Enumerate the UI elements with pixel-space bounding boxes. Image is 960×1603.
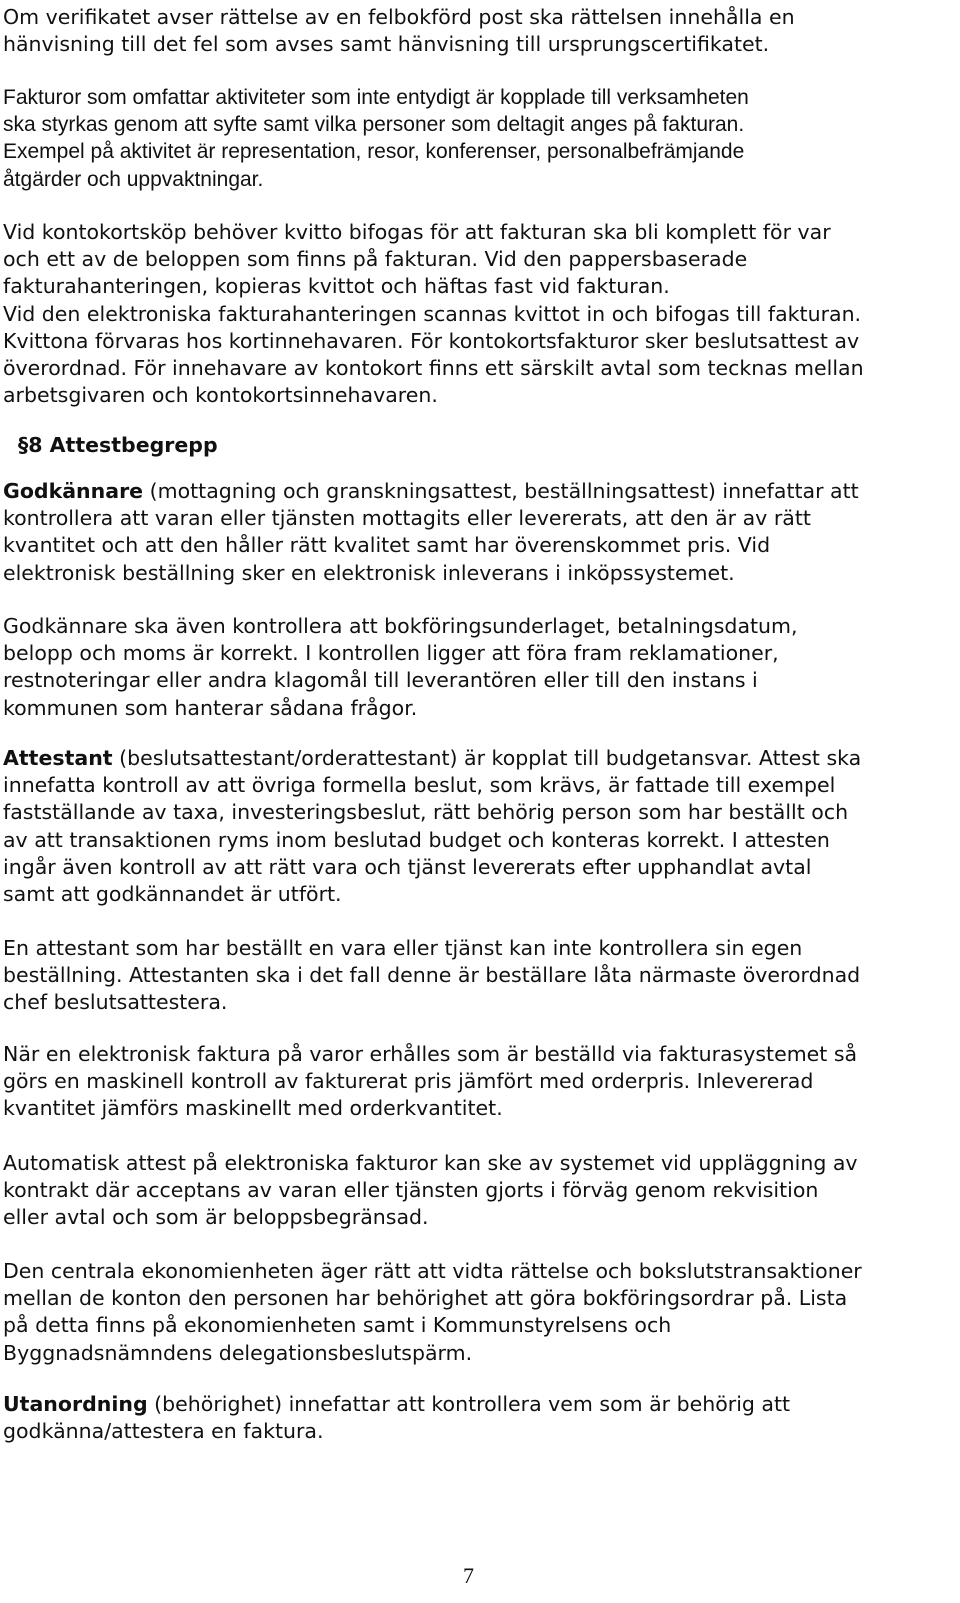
text-line: beställning. Attestanten ska i det fall denne är beställare låta närmaste överordnad <box>3 963 861 988</box>
text-line: Vid den elektroniska fakturahanteringen scannas kvittot in och bifogas till fakturan. <box>3 301 862 326</box>
text-line: kvantitet jämförs maskinellt med orderkvantitet. <box>3 1096 503 1121</box>
text-line: Attestant (beslutsattestant/orderattestant) är kopplat till budgetansvar. Attest ska <box>3 746 862 770</box>
paragraph-godkannare <box>3 478 953 587</box>
text-line: Fakturor som omfattar aktiviteter som inte entydigt är kopplade till verksamheten <box>3 86 749 109</box>
text-line: Om verifikatet avser rättelse av en felbokförd post ska rättelsen innehålla en <box>3 5 795 29</box>
paragraph-automatic-attest <box>3 1150 953 1232</box>
text-line: eller avtal och som är beloppsbegränsad. <box>3 1205 429 1230</box>
text-line: En attestant som har beställt en vara eller tjänst kan inte kontrollera sin egen <box>3 936 803 960</box>
paragraph-central-unit <box>3 1258 953 1367</box>
text-line: kvantitet och att den håller rätt kvalitet samt har överenskommet pris. Vid <box>3 533 771 558</box>
paragraph-attestant <box>3 745 953 908</box>
text-line: av att transaktionen ryms inom beslutad budget och konteras korrekt. I attesten <box>3 827 830 852</box>
text-line: restnoteringar eller andra klagomål till leverantören eller till den instans i <box>3 668 758 693</box>
paragraph-own-order <box>3 935 953 1017</box>
text-line: innefatta kontroll av att övriga formella beslut, som krävs, är fattade till exempel <box>3 773 836 798</box>
text-line: Exempel på aktivitet är representation, resor, konferenser, personalbefrämjande <box>3 140 745 164</box>
text-line: Byggnadsnämndens delegationsbeslutspärm. <box>3 1340 473 1365</box>
text-line: mellan de konton den personen har behörighet att göra bokföringsordrar på. Lista <box>3 1286 848 1311</box>
text-line: Kvittona förvaras hos kortinnehavaren. För kontokortsfakturor sker beslutsattest av <box>3 328 860 353</box>
text-line: kommunen som hanterar sådana frågor. <box>3 695 418 720</box>
paragraph-card-purchases <box>3 219 953 409</box>
text-line: samt att godkännandet är utfört. <box>3 882 342 907</box>
text-line: kontrollera att varan eller tjänsten mottagits eller levererats, att den är av rätt <box>3 506 811 531</box>
term-godkannare: Godkännare <box>3 479 144 503</box>
term-utanordning: Utanordning <box>3 1392 148 1416</box>
text-line: När en elektronisk faktura på varor erhålles som är beställd via fakturasystemet så <box>3 1042 858 1066</box>
text-line: Utanordning (behörighet) innefattar att kontrollera vem som är behörig att <box>3 1392 791 1416</box>
paragraph-godkannare-controls <box>3 613 953 722</box>
section-heading <box>18 433 218 457</box>
text-line: fastställande av taxa, investeringsbeslut, rätt behörig person som har beställt och <box>3 800 849 825</box>
text-line: Automatisk attest på elektroniska fakturor kan ske av systemet vid uppläggning av <box>3 1151 858 1175</box>
text-line: görs en maskinell kontroll av fakturerat pris jämfört med orderpris. Inlevererad <box>3 1069 814 1094</box>
page-number: 7 <box>463 1563 474 1588</box>
paragraph-electronic-invoice <box>3 1041 953 1123</box>
text-line: belopp och moms är korrekt. I kontrollen ligger att föra fram reklamationer, <box>3 641 779 666</box>
text-line: godkänna/attestera en faktura. <box>3 1419 324 1444</box>
text-line: elektronisk beställning sker en elektronisk inleverans i inköpssystemet. <box>3 560 735 585</box>
text-line: ska styrkas genom att syfte samt vilka personer som deltagit anges på fakturan. <box>3 113 745 137</box>
text-line: Vid kontokortsköp behöver kvitto bifogas för att fakturan ska bli komplett för var <box>3 220 831 244</box>
text-line: chef beslutsattestera. <box>3 990 228 1015</box>
text-line: överordnad. För innehavare av kontokort finns ett särskilt avtal som tecknas mellan <box>3 356 864 381</box>
text-line: ingår även kontroll av att rätt vara och tjänst levererats efter upphandlat avtal <box>3 854 812 879</box>
text-line: Den centrala ekonomienheten äger rätt att vidta rättelse och bokslutstransaktioner <box>3 1259 862 1283</box>
text-line: och ett av de beloppen som finns på fakturan. Vid den pappersbaserade <box>3 247 748 272</box>
text-line: Godkännare (mottagning och granskningsattest, beställningsattest) innefattar att <box>3 479 859 503</box>
text-line: kontrakt där acceptans av varan eller tjänsten gjorts i förväg genom rekvisition <box>3 1178 819 1203</box>
heading-text: 8 Attestbegrepp <box>28 433 218 457</box>
paragraph-activities <box>3 84 953 193</box>
text-line: åtgärder och uppvaktningar. <box>3 167 264 191</box>
paragraph-rectification <box>3 4 953 58</box>
section-sign: § <box>18 433 29 457</box>
text-line: Godkännare ska även kontrollera att bokföringsunderlaget, betalningsdatum, <box>3 614 798 638</box>
text-line: på detta finns på ekonomienheten samt i Kommunstyrelsens och <box>3 1313 672 1338</box>
term-attestant: Attestant <box>3 746 113 770</box>
text-line: arbetsgivaren och kontokortsinnehavaren. <box>3 383 438 408</box>
paragraph-utanordning <box>3 1391 953 1445</box>
text-line: hänvisning till det fel som avses samt hänvisning till ursprungscertifikatet. <box>3 32 770 57</box>
text-line: fakturahanteringen, kopieras kvittot och häftas fast vid fakturan. <box>3 274 670 299</box>
